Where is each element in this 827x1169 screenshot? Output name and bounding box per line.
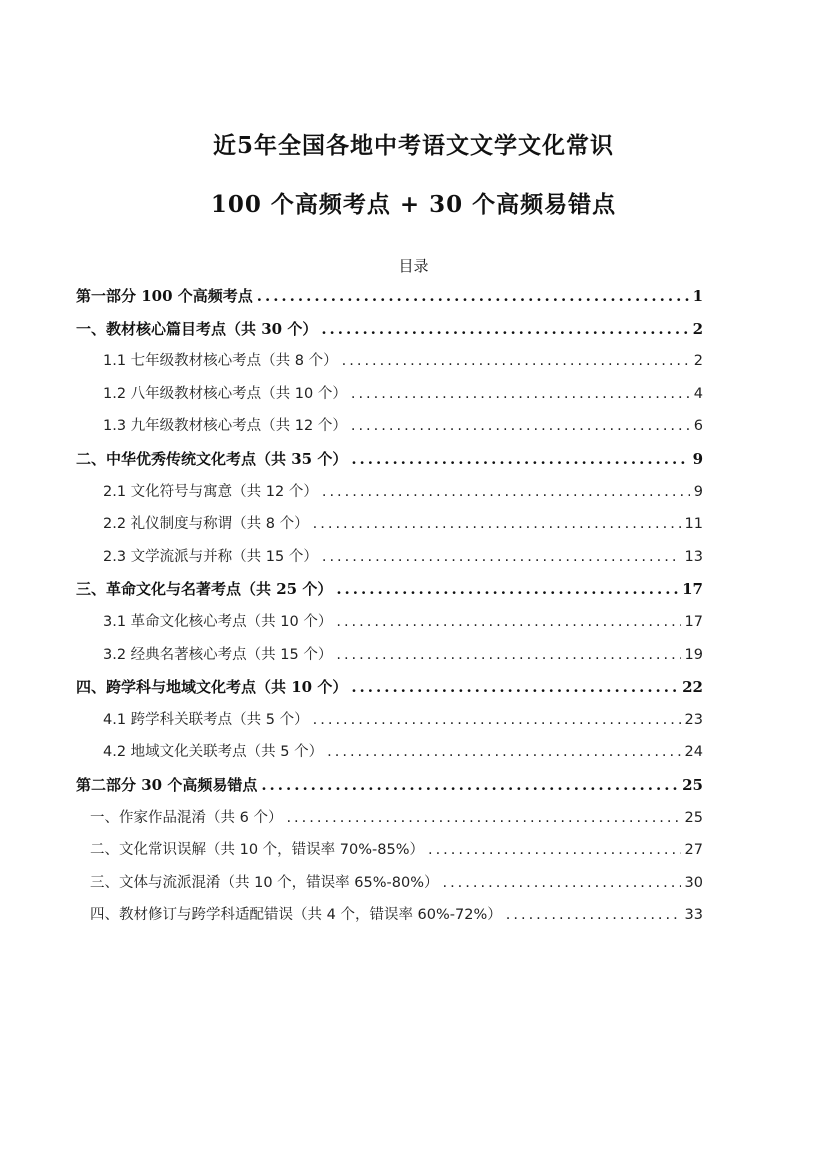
toc-entry-label: 2.3 文学流派与并称（共 15 个）: [103, 548, 318, 565]
toc-entry-label: 3.1 革命文化核心考点（共 10 个）: [103, 613, 333, 630]
toc-entry[interactable]: [76, 704, 703, 737]
toc-entry-page: 2: [693, 353, 703, 370]
toc-entry[interactable]: [76, 541, 703, 574]
toc-leader-dots: [336, 648, 680, 663]
document-title-line1: 近5年全国各地中考语文文学文化常识: [212, 132, 614, 159]
toc-entry-label: 3.2 经典名著核心考点（共 15 个）: [103, 646, 333, 663]
toc-leader-dots: [322, 485, 690, 500]
toc-entry-page: 25: [684, 809, 703, 826]
toc-entry-page: 11: [684, 516, 703, 533]
toc-leader-dots: [351, 452, 688, 467]
toc-leader-dots: [442, 876, 680, 891]
toc-entry[interactable]: [76, 671, 703, 704]
toc-entry-page: 17: [682, 580, 703, 599]
toc-entry-page: 2: [692, 319, 703, 338]
toc-entry-page: 19: [684, 646, 703, 663]
toc-leader-dots: [351, 387, 690, 402]
toc-entry[interactable]: [76, 476, 703, 509]
toc-entry-label: 第一部分 100 个高频考点: [76, 287, 253, 305]
toc-leader-dots: [351, 419, 690, 434]
table-of-contents: [76, 280, 703, 932]
toc-entry-label: 4.2 地域文化关联考点（共 5 个）: [103, 744, 324, 761]
toc-leader-dots: [342, 354, 690, 369]
toc-leader-dots: [336, 582, 678, 597]
toc-leader-dots: [322, 550, 681, 565]
toc-entry-label: 二、文化常识误解（共 10 个，错误率 70%-85%）: [90, 842, 424, 859]
toc-entry-label: 1.2 八年级教材核心考点（共 10 个）: [103, 385, 347, 402]
toc-entry-page: 25: [682, 775, 703, 794]
toc-entry-page: 6: [693, 418, 703, 435]
toc-entry[interactable]: [76, 899, 703, 932]
toc-entry-page: 33: [684, 907, 703, 924]
toc-leader-dots: [257, 289, 689, 304]
toc-leader-dots: [428, 843, 681, 858]
toc-leader-dots: [336, 615, 680, 630]
toc-entry[interactable]: [76, 802, 703, 835]
toc-entry-page: 24: [684, 744, 703, 761]
toc-leader-dots: [313, 517, 681, 532]
toc-entry[interactable]: [76, 345, 703, 378]
toc-entry-page: 27: [684, 842, 703, 859]
toc-entry-label: 2.2 礼仪制度与称谓（共 8 个）: [103, 516, 309, 533]
toc-entry[interactable]: [76, 280, 703, 313]
toc-entry-label: 一、作家作品混淆（共 6 个）: [90, 809, 283, 826]
toc-entry-label: 1.3 九年级教材核心考点（共 12 个）: [103, 418, 347, 435]
toc-entry-label: 2.1 文化符号与寓意（共 12 个）: [103, 483, 318, 500]
toc-entry[interactable]: [76, 769, 703, 802]
toc-entry-label: 三、革命文化与名著考点（共 25 个）: [76, 580, 333, 599]
toc-leader-dots: [261, 778, 678, 793]
toc-leader-dots: [286, 811, 680, 826]
toc-entry-page: 17: [684, 613, 703, 630]
toc-entry[interactable]: [76, 639, 703, 672]
toc-entry-page: 4: [693, 385, 703, 402]
toc-entry-label: 4.1 跨学科关联考点（共 5 个）: [103, 711, 309, 728]
toc-entry[interactable]: [76, 313, 703, 346]
toc-entry[interactable]: [76, 736, 703, 769]
toc-entry[interactable]: [76, 606, 703, 639]
toc-entry[interactable]: [76, 410, 703, 443]
toc-entry-label: 第二部分 30 个高频易错点: [76, 775, 258, 794]
toc-entry[interactable]: [76, 573, 703, 606]
toc-entry[interactable]: [76, 834, 703, 867]
toc-entry-label: 1.1 七年级教材核心考点（共 8 个）: [103, 353, 338, 370]
toc-entry-page: 1: [692, 287, 703, 305]
document-title-line2: 100 个高频考点 + 30 个高频易错点: [210, 191, 617, 218]
toc-heading: 目录: [398, 257, 429, 275]
toc-entry-page: 30: [684, 874, 703, 891]
toc-entry-page: 23: [684, 711, 703, 728]
toc-leader-dots: [506, 908, 681, 923]
toc-entry-label: 一、教材核心篇目考点（共 30 个）: [76, 319, 318, 338]
toc-entry-label: 四、教材修订与跨学科适配错误（共 4 个，错误率 60%-72%）: [90, 907, 502, 924]
toc-entry-label: 二、中华优秀传统文化考点（共 35 个）: [76, 449, 348, 468]
toc-leader-dots: [313, 713, 681, 728]
toc-leader-dots: [327, 745, 680, 760]
toc-entry[interactable]: [76, 378, 703, 411]
toc-leader-dots: [321, 322, 688, 337]
toc-entry-label: 三、文体与流派混淆（共 10 个，错误率 65%-80%）: [90, 874, 439, 891]
toc-entry-label: 四、跨学科与地域文化考点（共 10 个）: [76, 678, 348, 697]
toc-entry[interactable]: [76, 867, 703, 900]
toc-entry[interactable]: [76, 508, 703, 541]
toc-leader-dots: [351, 680, 678, 695]
toc-entry[interactable]: [76, 443, 703, 476]
toc-entry-page: 9: [693, 483, 703, 500]
toc-entry-page: 9: [692, 449, 703, 468]
toc-entry-page: 13: [684, 548, 703, 565]
toc-entry-page: 22: [682, 678, 703, 697]
